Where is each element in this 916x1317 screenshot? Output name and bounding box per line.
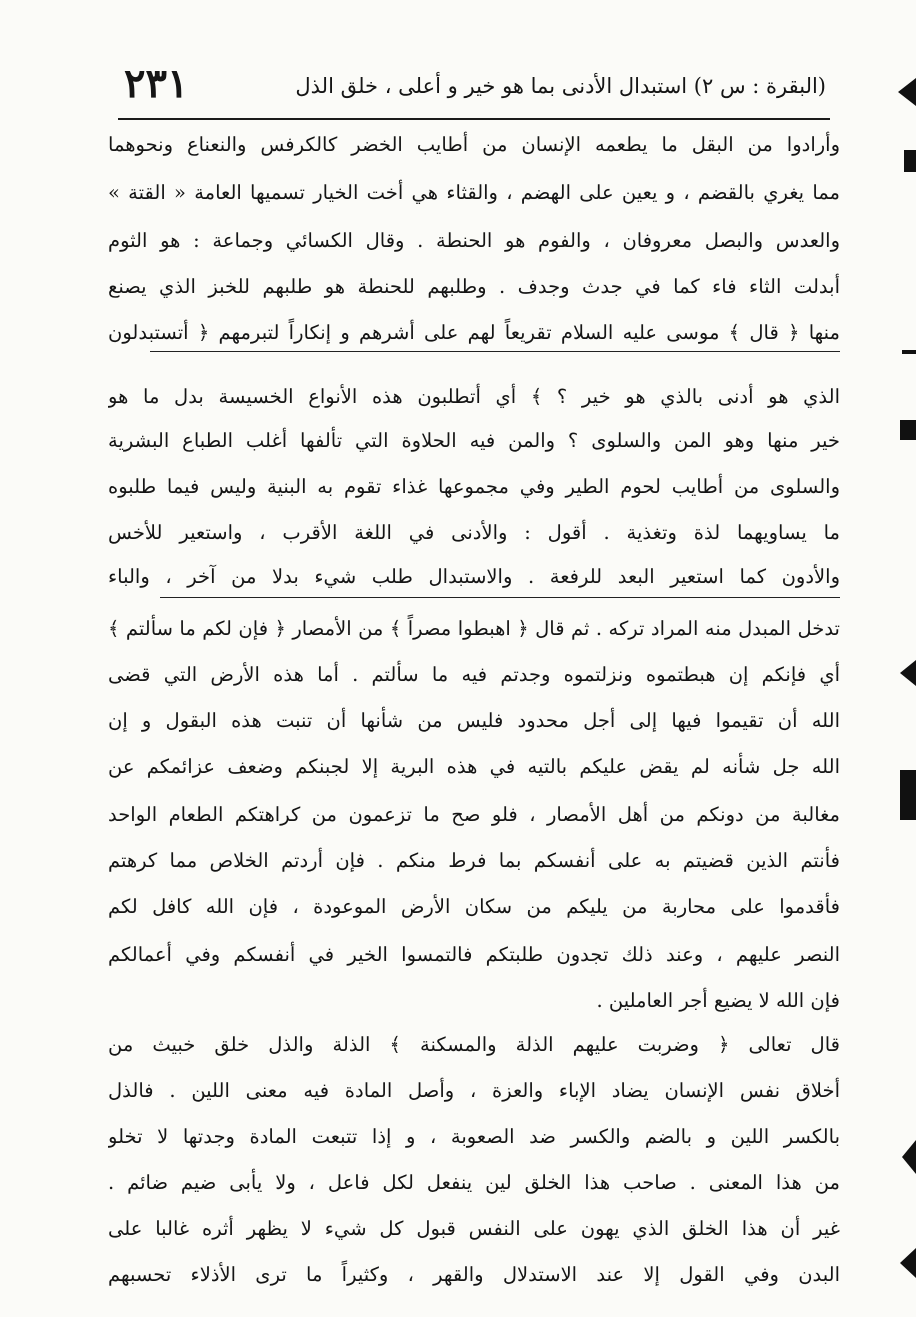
edge-mark (900, 660, 916, 686)
text-line: ما يساويهما لذة وتغذية . أقول : والأدنى في اللغة الأقرب ، واستعير للأخس (108, 521, 840, 544)
text-line: الله جل شأنه لم يقض عليكم بالتيه في هذه البرية إلا لجبنكم وضعف عزائمكم عن (108, 755, 840, 778)
text-line: من هذا المعنى . صاحب هذا الخلق لين ينفعل لكل فاعل ، ولا يأبى ضيم ضائم . (108, 1171, 840, 1194)
text-line: الذي هو أدنى بالذي هو خير ؟ ﴾ أي أتطلبون هذه الأنواع الخسيسة بدل ما هو (108, 385, 840, 408)
edge-mark (904, 150, 916, 172)
text-line: مغالبة من دونكم من أهل الأمصار ، فلو صح ما تزعمون من كراهتكم الطعام الواحد (108, 803, 840, 826)
header-rule (118, 118, 830, 120)
text-line: أبدلت الثاء فاء كما في جدث وجدف . وطلبهم للحنطة هو طلبهم للخبز الذي يصنع (108, 275, 840, 298)
edge-mark (902, 1140, 916, 1174)
edge-mark (900, 420, 916, 440)
edge-mark (898, 78, 916, 106)
text-line: تدخل المبدل منه المراد تركه . ثم قال ﴿ اهبطوا مصراً ﴾ من الأمصار ﴿ فإن لكم ما سألتم ﴾ (108, 617, 840, 640)
edge-mark (900, 770, 916, 820)
text-line: أخلاق نفس الإنسان يضاد الإباء والعزة ، وأصل المادة فيه معنى اللين . فالذل (108, 1079, 840, 1102)
running-header (120, 62, 826, 110)
text-line: الله أن تقيموا فيها إلى أجل محدود فليس من شأنها أن تنبت هذه البقول و إن (108, 709, 840, 732)
text-line: أي فإنكم إن هبطتموه ونزلتموه وجدتم فيه ما سألتم . أما هذه الأرض التي قضى (108, 663, 840, 686)
text-line: منها ﴿ قال ﴾ موسى عليه السلام تقريعاً لهم على أشرهم و إنكاراً لتبرمهم ﴿ أتستبدلون (108, 321, 840, 344)
text-line: فأقدموا على محاربة من يليكم من سكان الأرض الموعودة ، فإن الله كافل لكم (108, 895, 840, 918)
text-line: قال تعالى ﴿ وضربت عليهم الذلة والمسكنة ﴾ الذلة والذل خلق خبيث من (108, 1033, 840, 1056)
text-line: فإن الله لا يضيع أجر العاملين . (596, 989, 840, 1012)
text-line: وأرادوا من البقل ما يطعمه الإنسان من أطايب الخضر كالكرفس والنعناع ونحوهما (108, 133, 840, 156)
text-line: غير أن هذا الخلق الذي يهون على النفس قبول كل شيء لا يظهر أثره غالبا على (108, 1217, 840, 1240)
text-line: البدن وفي القول إلا عند الاستدلال والقهر ، وكثيراً ما ترى الأذلاء تحسبهم (108, 1263, 840, 1286)
text-line: مما يغري بالقضم ، و يعين على الهضم ، والقثاء هي أخت الخيار تسميها العامة « القتة » (108, 181, 840, 204)
page-number: ٢٣١ (124, 60, 189, 107)
text-line: والسلوى من أطايب لحوم الطير وفي مجموعها غذاء تقوم به البنية وليس فيما طلبوه (108, 475, 840, 498)
text-line: والأدون كما استعير البعد للرفعة . والاستبدال طلب شيء بدلا من آخر ، والباء (108, 565, 840, 588)
edge-mark (902, 350, 916, 354)
header-title: (البقرة : س ٢) استبدال الأدنى بما هو خير و أعلى ، خلق الذل (295, 74, 826, 98)
separator-rule (150, 351, 840, 352)
text-line: والعدس والبصل معروفان ، والفوم هو الحنطة . وقال الكسائي وجماعة : هو الثوم (108, 229, 840, 252)
separator-rule (160, 597, 840, 598)
text-line: خير منها وهو المن والسلوى ؟ والمن فيه الحلاوة التي تألفها أغلب الطباع البشرية (108, 429, 840, 452)
text-line: فأنتم الذين قضيتم به على أنفسكم بما فرط منكم . فإن أردتم الخلاص مما كرهتم (108, 849, 840, 872)
text-line: بالكسر اللين و بالضم والكسر ضد الصعوبة ، و إذا تتبعت المادة وجدتها لا تخلو (108, 1125, 840, 1148)
text-line: النصر عليهم ، وعند ذلك تجدون طلبتكم فالتمسوا الخير في أنفسكم وفي أعمالكم (108, 943, 840, 966)
edge-mark (900, 1248, 916, 1278)
